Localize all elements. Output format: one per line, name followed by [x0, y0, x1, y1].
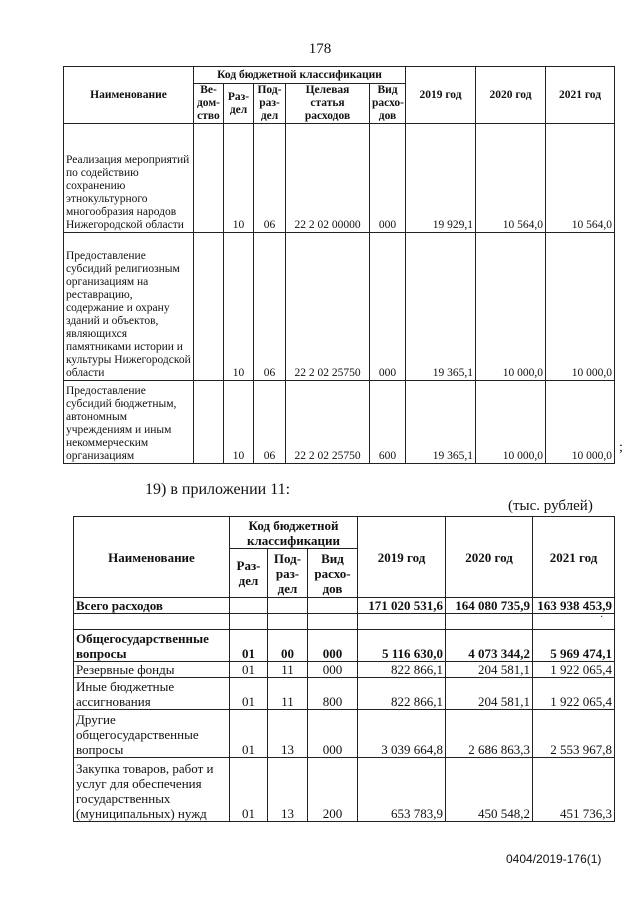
row-razdel [230, 598, 268, 614]
row-2020: 10 000,0 [476, 381, 546, 464]
table-row [74, 678, 615, 710]
row-2020: 10 000,0 [476, 233, 546, 381]
header-celevaya: Целевая статья расходов [286, 84, 370, 124]
table-row [74, 598, 615, 614]
row-celevaya: 22 2 02 00000 [286, 124, 370, 233]
table-row [64, 124, 615, 233]
row-2019: 19 365,1 [406, 233, 476, 381]
row-2021: 5 969 474,1 [533, 630, 615, 662]
row-podrazdel: 13 [268, 758, 308, 822]
header-code-group: Код бюджетной классификации [230, 517, 358, 549]
table-row [74, 758, 615, 822]
budget-table-1 [63, 66, 615, 464]
table-row [64, 381, 615, 464]
row-2021 [533, 614, 615, 630]
row-name [74, 614, 230, 630]
row-vid [308, 598, 358, 614]
row-razdel: 01 [230, 710, 268, 758]
table-row [74, 710, 615, 758]
row-name: Всего расходов [74, 598, 230, 614]
row-razdel [230, 614, 268, 630]
row-2021: 10 000,0 [546, 233, 615, 381]
row-2019: 3 039 664,8 [358, 710, 446, 758]
table-row [74, 630, 615, 662]
row-2019 [358, 614, 446, 630]
row-podrazdel: 11 [268, 678, 308, 710]
header-podrazdel: Под-раз-дел [268, 549, 308, 598]
header-name: Наименование [74, 517, 230, 598]
row-2019: 19 365,1 [406, 381, 476, 464]
row-celevaya: 22 2 02 25750 [286, 233, 370, 381]
table-row [64, 233, 615, 381]
row-name: Предоставление субсидий религиозным организациям на реставрацию, содержание и охрану зданий и объектов, являющихся памятниками истории и культуры Нижегородской области [64, 233, 194, 381]
row-razdel: 01 [230, 758, 268, 822]
header-2019: 2019 год [358, 517, 446, 598]
row-name: Предоставление субсидий бюджетным, автономным учреждениям и иным некоммерческим организациям [64, 381, 194, 464]
row-podrazdel [268, 614, 308, 630]
row-ved [194, 233, 224, 381]
header-razdel: Раз-дел [230, 549, 268, 598]
row-ved [194, 381, 224, 464]
row-2020: 204 581,1 [446, 662, 533, 678]
row-vid: 600 [370, 381, 406, 464]
row-2019: 653 783,9 [358, 758, 446, 822]
budget-table-2 [73, 516, 615, 822]
row-razdel: 10 [224, 124, 254, 233]
row-razdel: 01 [230, 662, 268, 678]
row-2021: 1 922 065,4 [533, 678, 615, 710]
row-podrazdel [268, 598, 308, 614]
header-vid: Вид расхо-дов [370, 84, 406, 124]
row-vid: 000 [308, 630, 358, 662]
row-2019: 822 866,1 [358, 678, 446, 710]
row-name: Реализация мероприятий по содействию сохранению этнокультурного многообразия народов Нижегородской области [64, 124, 194, 233]
header-name: Наименование [64, 67, 194, 124]
row-2020: 2 686 863,3 [446, 710, 533, 758]
row-2020: 10 564,0 [476, 124, 546, 233]
row-celevaya: 22 2 02 25750 [286, 381, 370, 464]
row-2019: 822 866,1 [358, 662, 446, 678]
row-razdel: 10 [224, 233, 254, 381]
header-code-group: Код бюджетной классификации [194, 67, 406, 84]
row-2020: 450 548,2 [446, 758, 533, 822]
row-2019: 5 116 630,0 [358, 630, 446, 662]
row-ved [194, 124, 224, 233]
row-2020 [446, 614, 533, 630]
row-2019: 171 020 531,6 [358, 598, 446, 614]
row-vid [308, 614, 358, 630]
table-row [74, 614, 615, 630]
row-2021: 1 922 065,4 [533, 662, 615, 678]
row-vid: 000 [370, 124, 406, 233]
header-2019: 2019 год [406, 67, 476, 124]
header-2021: 2021 год [546, 67, 615, 124]
row-2020: 4 073 344,2 [446, 630, 533, 662]
row-vid: 000 [370, 233, 406, 381]
row-2019: 19 929,1 [406, 124, 476, 233]
row-vid: 200 [308, 758, 358, 822]
row-podrazdel: 11 [268, 662, 308, 678]
header-2020: 2020 год [476, 67, 546, 124]
row-2021: 2 553 967,8 [533, 710, 615, 758]
header-ved: Ве-дом-ство [194, 84, 224, 124]
row-name: Общегосударственные вопросы [74, 630, 230, 662]
row-name: Иные бюджетные ассигнования [74, 678, 230, 710]
row-vid: 000 [308, 710, 358, 758]
header-2020: 2020 год [446, 517, 533, 598]
units-label: (тыс. рублей) [508, 498, 593, 514]
row-vid: 800 [308, 678, 358, 710]
row-podrazdel: 13 [268, 710, 308, 758]
page-number: 178 [308, 41, 332, 57]
row-2021: 163 938 453,9 [533, 598, 615, 614]
header-vid: Вид расхо-дов [308, 549, 358, 598]
row-razdel: 10 [224, 381, 254, 464]
row-name: Закупка товаров, работ и услуг для обеспечения государственных (муниципальных) нужд [74, 758, 230, 822]
header-razdel: Раз-дел [224, 84, 254, 124]
row-podrazdel: 06 [254, 124, 286, 233]
appendix-intro: 19) в приложении 11: [145, 481, 291, 498]
document-code: 0404/2019-176(1) [506, 852, 602, 866]
row-2021: 10 000,0 [546, 381, 615, 464]
header-2021: 2021 год [533, 517, 615, 598]
row-name: Другие общегосударственные вопросы [74, 710, 230, 758]
row-name: Резервные фонды [74, 662, 230, 678]
header-podrazdel: Под-раз-дел [254, 84, 286, 124]
row-2021: 10 564,0 [546, 124, 615, 233]
row-vid: 000 [308, 662, 358, 678]
trailing-semicolon: ; [619, 440, 623, 455]
table-row [74, 662, 615, 678]
row-2021: 451 736,3 [533, 758, 615, 822]
row-podrazdel: 06 [254, 233, 286, 381]
row-podrazdel: 06 [254, 381, 286, 464]
row-podrazdel: 00 [268, 630, 308, 662]
row-razdel: 01 [230, 630, 268, 662]
row-razdel: 01 [230, 678, 268, 710]
margin-mark: · [600, 612, 604, 623]
row-2020: 164 080 735,9 [446, 598, 533, 614]
row-2020: 204 581,1 [446, 678, 533, 710]
